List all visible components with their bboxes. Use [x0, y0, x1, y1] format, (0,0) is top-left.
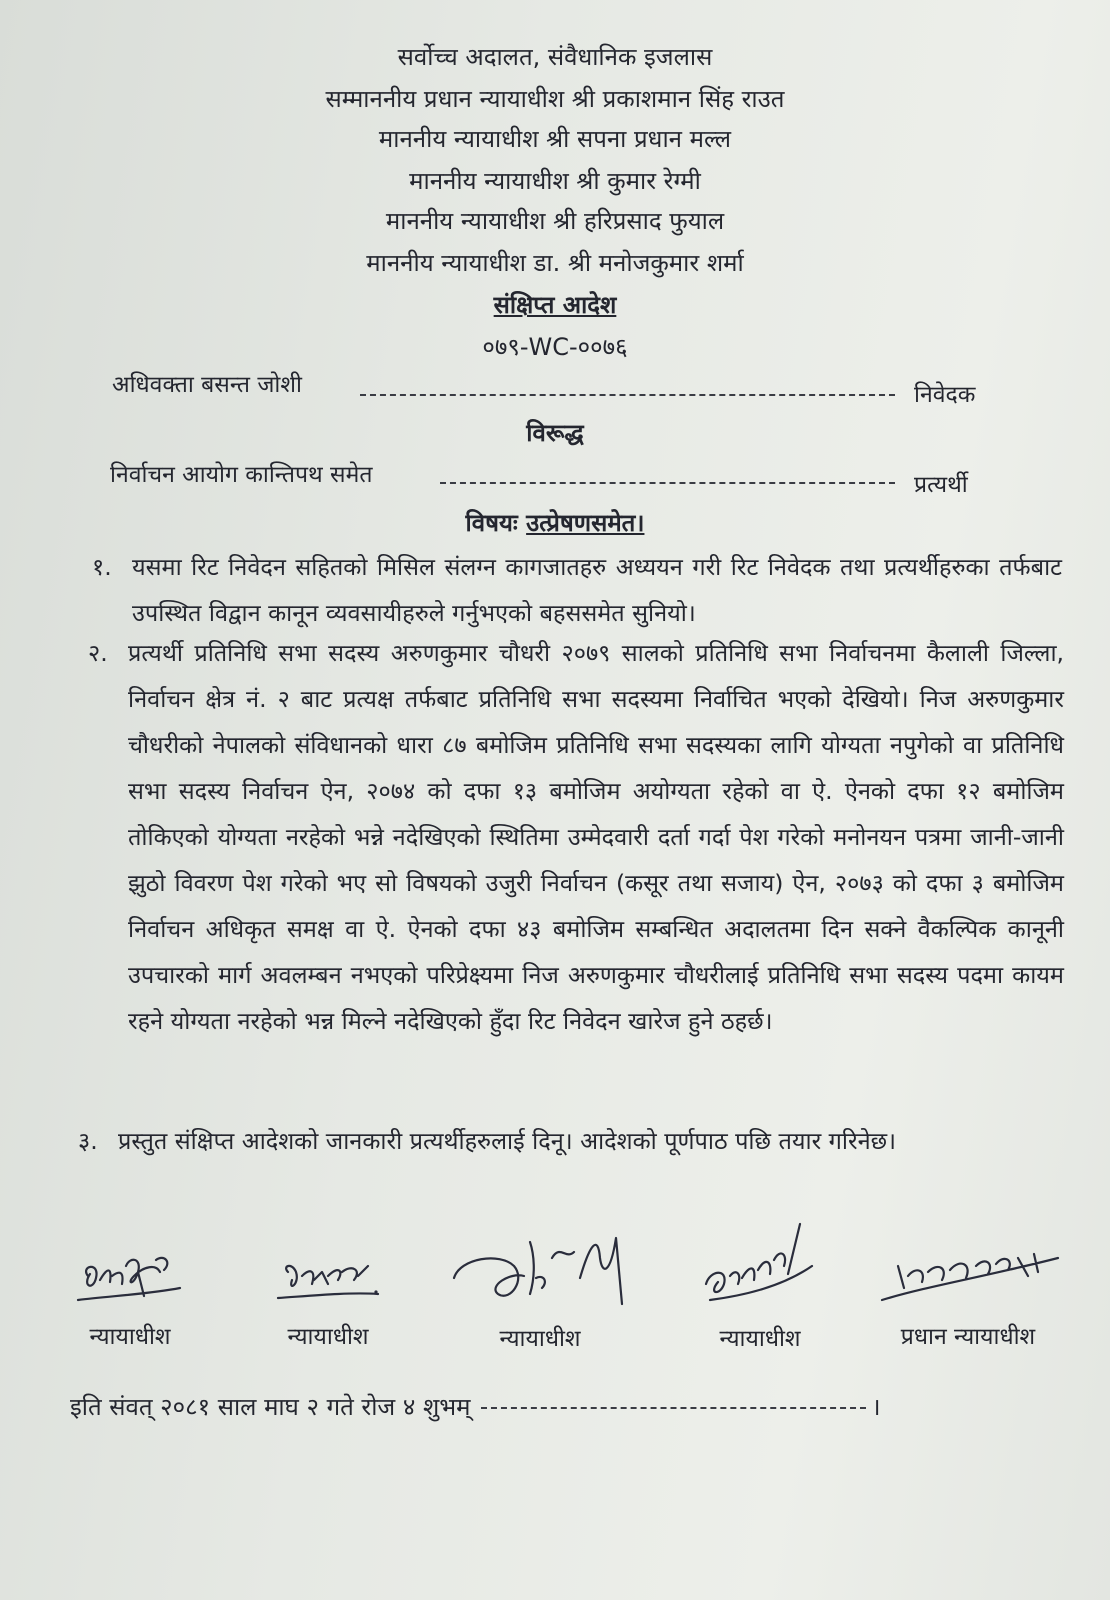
- signature-label: न्यायाधीश: [499, 1326, 581, 1352]
- handwritten-signature-1: [60, 1236, 200, 1322]
- paragraph-number: २.: [88, 639, 108, 667]
- justice-line-2: माननीय न्यायाधीश श्री कुमार रेग्मी: [409, 167, 701, 195]
- signature-block-1: [60, 1236, 200, 1352]
- chief-justice-line: सम्माननीय प्रधान न्यायाधीश श्री प्रकाशमान सिंह राउत: [325, 85, 785, 113]
- order-title: संक्षिप्त आदेश: [493, 291, 617, 319]
- paragraph-text: यसमा रिट निवेदन सहितको मिसिल संलग्न कागजातहरु अध्ययन गरी रिट निवेदक तथा प्रत्यर्थीहरुका तर्फबाट उपस्थित विद्वान कानून व्यवसायीहरुले गर्नुभएको बहससमेत सुनियो।: [132, 553, 1062, 627]
- case-number: ०७९-WC-००७६: [482, 333, 628, 361]
- signature-label: न्यायाधीश: [287, 1324, 369, 1350]
- signature-block-5: [868, 1236, 1068, 1352]
- footer-dash-line: [481, 1407, 866, 1409]
- respondent-name: निर्वाचन आयोग कान्तिपथ समेत: [110, 462, 373, 488]
- signature-block-3: [440, 1214, 640, 1354]
- justice-line-4: माननीय न्यायाधीश डा. श्री मनोजकुमार शर्मा: [366, 249, 744, 277]
- respondent-role: प्रत्यर्थी: [914, 472, 968, 498]
- signature-block-2: [258, 1236, 398, 1352]
- paragraph-3: [78, 1118, 1062, 1164]
- court-name: सर्वोच्च अदालत, संवैधानिक इजलास: [397, 43, 713, 71]
- handwritten-signature-4: [680, 1204, 840, 1324]
- paragraph-text: प्रस्तुत संक्षिप्त आदेशको जानकारी प्रत्यर्थीहरुलाई दिनू। आदेशको पूर्णपाठ पछि तयार गरिनेछ।: [118, 1127, 897, 1155]
- signature-label: न्यायाधीश: [89, 1324, 171, 1350]
- subject-line: [0, 508, 1110, 538]
- respondent-dash-line: [440, 482, 895, 484]
- justice-line-1: माननीय न्यायाधीश श्री सपना प्रधान मल्ल: [378, 125, 732, 153]
- signature-label: प्रधान न्यायाधीश: [900, 1324, 1036, 1350]
- signature-label: न्यायाधीश: [719, 1326, 801, 1352]
- paragraph-number: १.: [92, 553, 112, 581]
- paragraph-1: [92, 544, 1062, 636]
- paragraph-text: प्रत्यर्थी प्रतिनिधि सभा सदस्य अरुणकुमार चौधरी २०७९ सालको प्रतिनिधि सभा निर्वाचनमा कैलाली जिल्ला, निर्वाचन क्षेत्र नं. २ बाट प्रत्यक्ष तर्फबाट प्रतिनिधि सभा सदस्यमा निर्वाचित भएको देखियो। निज अरुणकुमार चौधरीको नेपालको संविधानको धारा ८७ बमोजिम प्रतिनिधि सभा सदस्यका लागि योग्यता नपुगेको वा प्रतिनिधि सभा सदस्य निर्वाचन ऐन, २०७४ को दफा १३ बमोजिम अयोग्यता रहेको वा ऐ. ऐनको दफा १२ बमोजिम तोकिएको योग्यता नरहेको भन्ने नदेखिएको स्थितिमा उम्मेदवारी दर्ता गर्दा पेश गरेको मनोनयन पत्रमा जानी-जानी झुठो विवरण पेश गरेको भए सो विषयको उजुरी निर्वाचन (कसूर तथा सजाय) ऐन, २०७३ को दफा ३ बमोजिम निर्वाचन अधिकृत समक्ष वा ऐ. ऐनको दफा ४३ बमोजिम सम्बन्धित अदालतमा दिन सक्ने वैकल्पिक कानूनी उपचारको मार्ग अवलम्बन नभएको परिप्रेक्ष्यमा निज अरुणकुमार चौधरीलाई प्रतिनिधि सभा सदस्य पदमा कायम रहने योग्यता नरहेको भन्न मिल्ने नदेखिएको हुँदा रिट निवेदन खारेज हुने ठहर्छ।: [128, 639, 1064, 1035]
- justice-line-3: माननीय न्यायाधीश श्री हरिप्रसाद फुयाल: [385, 207, 725, 235]
- versus-label: विरूद्ध: [526, 419, 584, 447]
- subject-value: उत्प्रेषणसमेत।: [526, 509, 645, 537]
- subject-label: विषयः: [465, 509, 518, 537]
- paragraph-2: [88, 630, 1064, 1044]
- petitioner-dash-line: [360, 394, 895, 396]
- handwritten-signature-3: [440, 1214, 640, 1324]
- handwritten-signature-2: [258, 1236, 398, 1322]
- footer-date-text: इति संवत् २०८१ साल माघ २ गते रोज ४ शुभम्: [70, 1393, 471, 1421]
- petitioner-name: अधिवक्ता बसन्त जोशी: [112, 372, 302, 398]
- handwritten-signature-5: [868, 1236, 1068, 1322]
- petitioner-role: निवेदक: [914, 382, 976, 408]
- signature-block-4: [680, 1204, 840, 1354]
- footer-date-line: [70, 1392, 881, 1422]
- paragraph-number: ३.: [78, 1127, 98, 1155]
- footer-end-mark: ।: [871, 1393, 881, 1421]
